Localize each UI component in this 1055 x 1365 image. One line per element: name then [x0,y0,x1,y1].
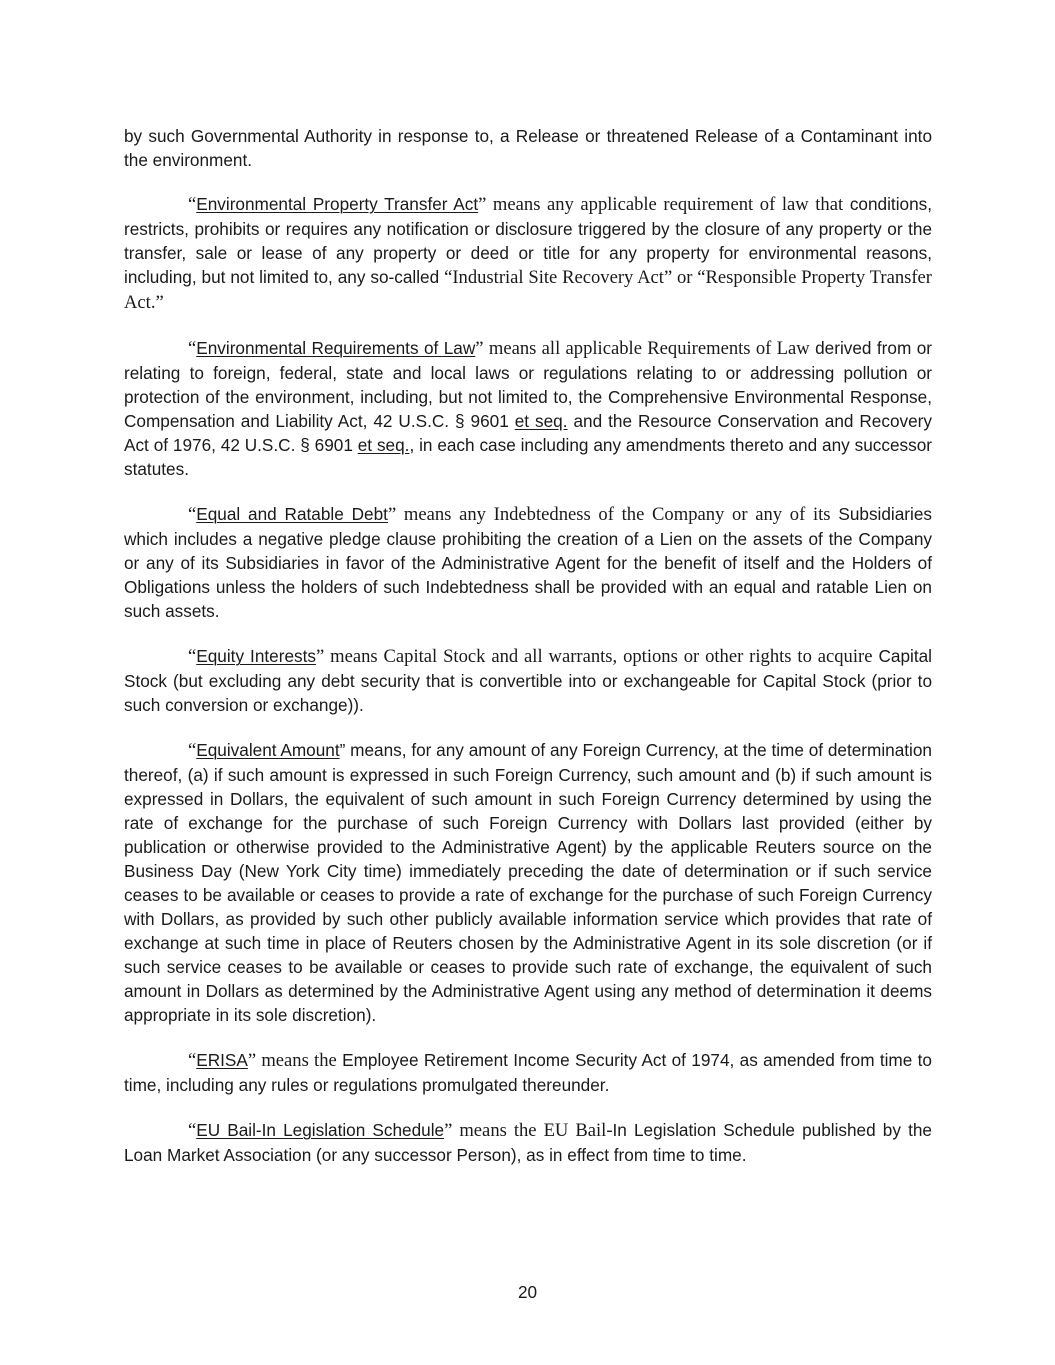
defined-term: Equal and Ratable Debt [196,504,388,524]
open-quote: “ [188,504,197,525]
means-clause: ” means any applicable requirement of law that [478,194,844,215]
definition-body: In Legislation Schedule published by the Loan Market Association (or any successor Person), as in effect from time to time. [124,1120,932,1165]
defined-term: Environmental Property Transfer Act [196,194,479,214]
open-quote: “ [188,194,197,215]
definition-body: Capital Stock (but excluding any debt security that is convertible into or exchangeable for Capital Stock (prior to such conversion or exchange)). [124,646,932,715]
means-clause: ” means all applicable Requirements of Law [475,338,810,359]
means-clause: ” means the [247,1050,337,1071]
definition-equity-interests [124,644,932,717]
definition-environmental-property-transfer-act [124,192,932,315]
definition-body: , in each case including any amendments thereto and any successor statutes. [124,435,932,479]
open-quote: “ [188,1050,197,1071]
open-quote: “ [188,740,197,761]
definition-body: Subsidiaries which includes a negative pledge clause prohibiting the creation of a Lien on the assets of the Company or any of its Subsidiaries in favor of the Administrative Agent for the benefit of itself and the Holders of Obligations unless the holders of such Indebtedness shall be provided with an equal and ratable Lien on such assets. [124,504,933,621]
definition-tail: “Industrial Site Recovery Act” or “Responsible Property Transfer Act.” [124,267,932,313]
defined-term: ERISA [196,1050,248,1070]
defined-term: Equity Interests [196,646,316,666]
et-seq-citation: et seq. [357,435,410,455]
definition-body: derived from or relating to foreign, federal, state and local laws or regulations relating to or addressing pollution or protection of the environment, including, but not limited to, the Comprehensive Environmental Response, Compensation and Liability Act, 42 U.S.C. § 9601 [124,338,932,431]
document-body [124,124,932,1188]
defined-term: EU Bail-In Legislation Schedule [196,1120,445,1140]
definition-eu-bail-in-legislation-schedule [124,1118,932,1167]
open-quote: “ [188,646,197,667]
means-clause: ” means Capital Stock and all warrants, options or other rights to acquire [315,646,873,667]
paragraph-contaminant-continuation [124,124,932,172]
definition-erisa [124,1048,932,1097]
definition-body: ” means, for any amount of any Foreign Currency, at the time of determination thereof, (a) if such amount is expressed in such Foreign Currency, such amount and (b) if such amount is expressed in Dollars, the equivalent of such amount in such Foreign Currency determined by using the rate of exchange for the purchase of such Foreign Currency with Dollars last provided (either by publication or otherwise provided to the Administrative Agent) by the applicable Reuters source on the Business Day (New York City time) immediately preceding the date of determination or if such service ceases to be available or ceases to provide a rate of exchange for the purchase of such Foreign Currency with Dollars, as provided by such other publicly available information service which provides that rate of exchange at such time in place of Reuters chosen by the Administrative Agent in its sole discretion (or if such service ceases to be available or ceases to provide such rate of exchange, the equivalent of such amount in Dollars as determined by the Administrative Agent using any method of determination it deems appropriate in its sole discretion). [124,740,932,1025]
open-quote: “ [188,338,197,359]
means-clause: ” means the EU Bail- [444,1120,613,1141]
definition-equal-and-ratable-debt [124,502,932,623]
defined-term: Equivalent Amount [196,740,340,760]
paragraph-text: by such Governmental Authority in response to, a Release or threatened Release of a Contaminant into the environment. [124,126,932,170]
open-quote: “ [188,1120,197,1141]
page-number: 20 [517,1282,538,1302]
definition-equivalent-amount [124,738,932,1027]
et-seq-citation: et seq. [514,411,568,431]
means-clause: ” means any Indebtedness of the Company or any of its [387,504,831,525]
definition-body: conditions, restricts, prohibits or requires any notification or disclosure triggered by the closure of any property or the transfer, sale or lease of any property or deed or title for any property for environmental reasons, including, but not limited to, any so-called [124,194,933,287]
definition-body: Employee Retirement Income Security Act of 1974, as amended from time to time, including any rules or regulations promulgated thereunder. [124,1050,932,1095]
definition-body: and the Resource Conservation and Recovery Act of 1976, 42 U.S.C. § 6901 [124,411,932,455]
definition-environmental-requirements-of-law [124,336,932,481]
defined-term: Environmental Requirements of Law [196,338,476,358]
